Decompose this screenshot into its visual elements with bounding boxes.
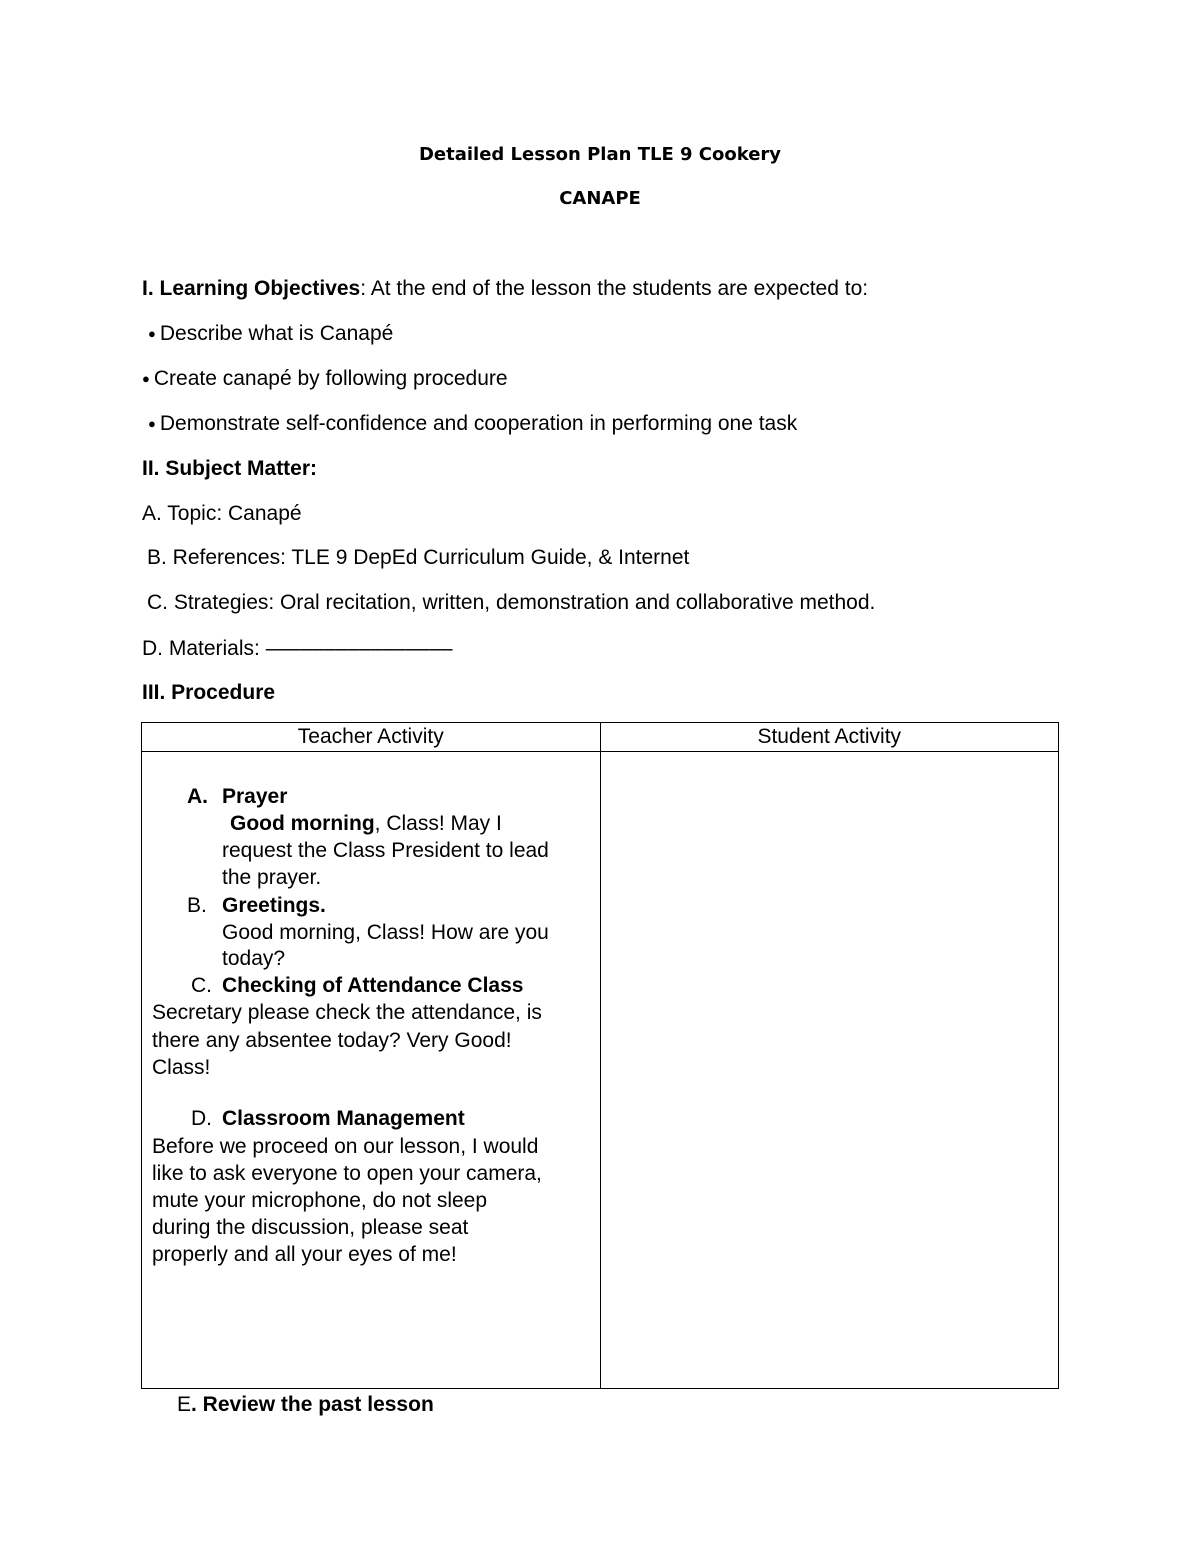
step-c-title: Checking of Attendance Class (222, 974, 524, 997)
procedure-heading: III. Procedure (142, 681, 276, 704)
column-header-student: Student Activity (600, 723, 1059, 752)
objective-item: ● Demonstrate self-confidence and cooperation in performing one task (148, 412, 798, 435)
subject-topic: A. Topic: Canapé (142, 502, 302, 525)
step-e-heading: E. Review the past lesson (177, 1393, 434, 1416)
step-d-title: Classroom Management (222, 1107, 465, 1130)
objective-item: ● Describe what is Canapé (148, 322, 394, 345)
objective-item: ● Create canapé by following procedure (142, 367, 508, 390)
step-d-line3: mute your microphone, do not sleep (152, 1189, 488, 1212)
step-d-letter: D. (191, 1107, 212, 1130)
step-d-line2: like to ask everyone to open your camera, (152, 1162, 542, 1185)
step-b-line2: today? (222, 947, 286, 970)
step-b-line1: Good morning, Class! How are you (222, 921, 549, 944)
subject-materials: D. Materials: –––––––––––––––– (142, 637, 453, 660)
procedure-table (141, 722, 1059, 1416)
step-a-line1: Good morning, Class! May I (230, 812, 502, 835)
bullet-icon: ● (142, 371, 150, 386)
step-c-line1: Secretary please check the attendance, is (152, 1001, 542, 1024)
subject-references: B. References: TLE 9 DepEd Curriculum Guide, & Internet (147, 546, 690, 569)
teacher-activity-cell (142, 752, 601, 1416)
step-a-letter: A. (187, 785, 208, 808)
objectives-heading-line (142, 278, 868, 299)
step-a-line3: the prayer. (222, 866, 322, 889)
document-subtitle: CANAPE (559, 188, 641, 209)
table-row (142, 752, 1059, 1389)
step-c-line2: there any absentee today? Very Good! (152, 1029, 512, 1052)
column-header-teacher: Teacher Activity (142, 723, 601, 752)
objectives-heading: I. Learning Objectives (142, 277, 361, 300)
table-header-row (142, 723, 1059, 752)
student-activity-cell (600, 752, 1059, 1389)
step-c-line3: Class! (152, 1056, 211, 1079)
step-c-letter: C. (191, 974, 212, 997)
step-d-line4: during the discussion, please seat (152, 1216, 469, 1239)
step-a-line2: request the Class President to lead (222, 839, 549, 862)
bullet-icon: ● (148, 326, 156, 341)
subject-strategies: C. Strategies: Oral recitation, written, demonstration and collaborative method. (147, 591, 876, 614)
document-title: Detailed Lesson Plan TLE 9 Cookery (418, 144, 782, 165)
step-d-line1: Before we proceed on our lesson, I would (152, 1135, 539, 1158)
step-d-line5: properly and all your eyes of me! (152, 1243, 457, 1266)
subject-matter-heading: II. Subject Matter: (142, 457, 318, 480)
step-a-title: Prayer (222, 785, 288, 808)
step-b-letter: B. (187, 894, 207, 917)
bullet-icon: ● (148, 416, 156, 431)
objectives-intro: : At the end of the lesson the students are expected to: (360, 277, 869, 300)
step-b-title: Greetings. (222, 894, 326, 917)
